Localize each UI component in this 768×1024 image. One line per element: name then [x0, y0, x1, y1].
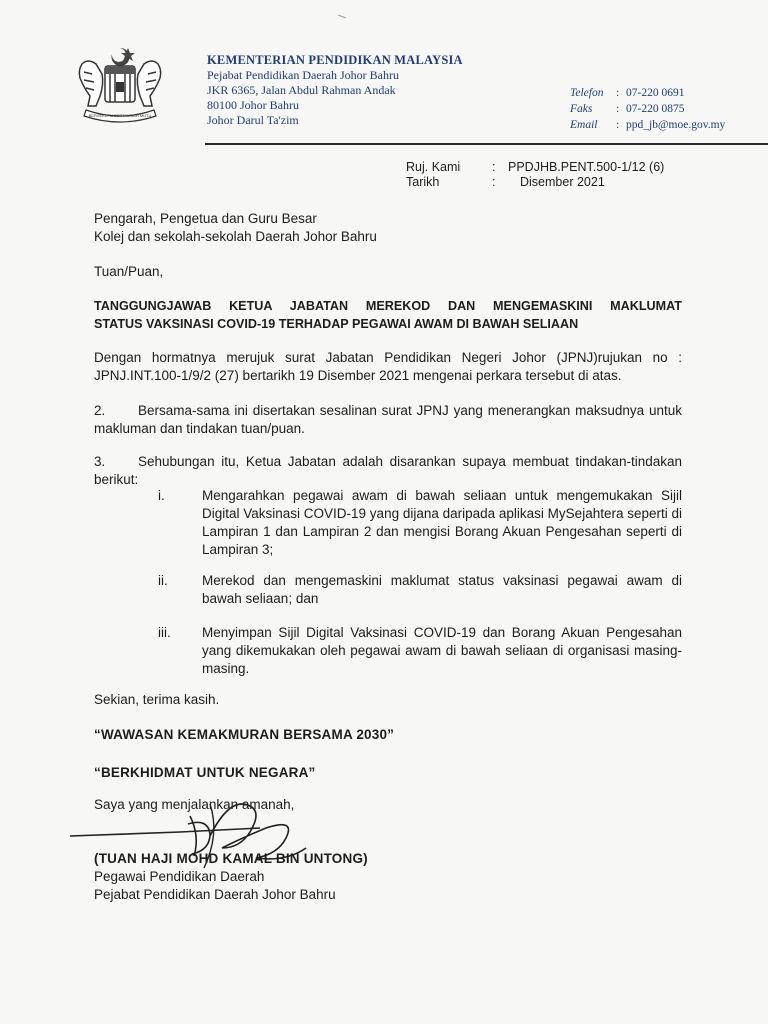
address-line: Johor Darul Ta'zim: [207, 113, 299, 127]
phone-label: Telefon: [570, 87, 604, 99]
action-item: [158, 572, 682, 608]
item-number: iii.: [158, 625, 171, 640]
item-number: i.: [158, 488, 165, 503]
signer-name: (TUAN HAJI MOHD KAMAL BIN UNTONG): [94, 851, 368, 866]
address-line: 80100 Johor Bahru: [207, 98, 299, 112]
signer-title: Pegawai Pendidikan Daerah: [94, 869, 265, 884]
signer-block: [94, 850, 368, 904]
svg-text:BERSEKUTU BERTAMBAH MUTU: BERSEKUTU BERTAMBAH MUTU: [88, 113, 152, 118]
ref-label: Ruj. Kami: [406, 160, 461, 174]
date-value: Disember 2021: [520, 175, 605, 189]
scan-mark: [338, 15, 346, 19]
motto-service: “BERKHIDMAT UNTUK NEGARA”: [94, 765, 316, 780]
email-value: ppd_jb@moe.gov.my: [626, 119, 726, 131]
paragraph-1: Dengan hormatnya merujuk surat Jabatan Pendidikan Negeri Johor (JPNJ)rujukan no : JPNJ.INT.100-1/9/2 (27) bertarikh 19 Disember 2021 mengenai perkara tersebut di atas.: [94, 350, 682, 383]
paragraph-2: [94, 402, 682, 438]
malaysia-crest-icon: [72, 44, 168, 126]
item-text: Merekod dan mengemaskini maklumat status vaksinasi pegawai awam di bawah seliaan; dan: [202, 573, 682, 606]
fax-label: Faks: [570, 103, 593, 115]
addressee-line: Pengarah, Pengetua dan Guru Besar: [94, 211, 317, 226]
item-text: Menyimpan Sijil Digital Vaksinasi COVID-19 dan Borang Akuan Pengesahan yang dikemukakan oleh pegawai awam di bawah seliaan di organisasi masing-masing.: [202, 625, 682, 676]
contact-block: Telefon : 07-220 0691 Faks : 07-220 0875 Email : ppd_jb@moe.gov.my: [570, 87, 726, 131]
item-text: Mengarahkan pegawai awam di bawah seliaan untuk mengemukakan Sijil Digital Vaksinasi COVID-19 yang dijana daripada aplikasi MySejahtera seperti di Lampiran 1 dan Lampiran 2 dan mengisi Borang Akuan Pengesahan seperti di Lampiran 3;: [202, 488, 682, 557]
letterhead-divider: [205, 143, 768, 145]
phone-value: 07-220 0691: [626, 87, 685, 99]
subject-line: TANGGUNGJAWAB KETUA JABATAN MEREKOD DAN MENGEMASKINI MAKLUMAT: [94, 299, 682, 313]
agency-block: [207, 53, 463, 128]
address-line: JKR 6365, Jalan Abdul Rahman Andak: [207, 83, 396, 97]
addressee-line: Kolej dan sekolah-sekolah Daerah Johor Bahru: [94, 229, 377, 244]
ref-value: PPDJHB.PENT.500-1/12 (6): [508, 160, 665, 174]
addressee: [94, 210, 377, 246]
subject-heading: [94, 297, 682, 333]
closing-trust: Saya yang menjalankan amanah,: [94, 797, 295, 812]
action-item: [158, 487, 682, 559]
paragraph-number: 3.: [94, 454, 106, 469]
action-item: [158, 624, 682, 678]
paragraph-text: Bersama-sama ini disertakan sesalinan surat JPNJ yang menerangkan maksudnya untuk makluman dan tindakan tuan/puan.: [94, 403, 682, 436]
paragraph-text: Sehubungan itu, Ketua Jabatan adalah disarankan supaya membuat tindakan-tindakan berikut:: [94, 454, 682, 487]
address-line: Pejabat Pendidikan Daerah Johor Bahru: [207, 68, 399, 82]
motto-vision: “WAWASAN KEMAKMURAN BERSAMA 2030”: [94, 727, 395, 742]
item-number: ii.: [158, 573, 168, 588]
ministry-name: KEMENTERIAN PENDIDIKAN MALAYSIA: [207, 53, 463, 67]
date-label: Tarikh: [406, 175, 440, 189]
email-label: Email: [570, 119, 598, 131]
signer-office: Pejabat Pendidikan Daerah Johor Bahru: [94, 887, 336, 902]
subject-line: STATUS VAKSINASI COVID-19 TERHADAP PEGAWAI AWAM DI BAWAH SELIAAN: [94, 317, 579, 331]
salutation: Tuan/Puan,: [94, 264, 164, 279]
paragraph-3: [94, 453, 682, 489]
fax-value: 07-220 0875: [626, 103, 685, 115]
paragraph-number: 2.: [94, 403, 106, 418]
reference-block: Ruj. Kami : PPDJHB.PENT.500-1/12 (6) Tarikh : Disember 2021: [406, 160, 665, 189]
closing-thanks: Sekian, terima kasih.: [94, 692, 220, 707]
